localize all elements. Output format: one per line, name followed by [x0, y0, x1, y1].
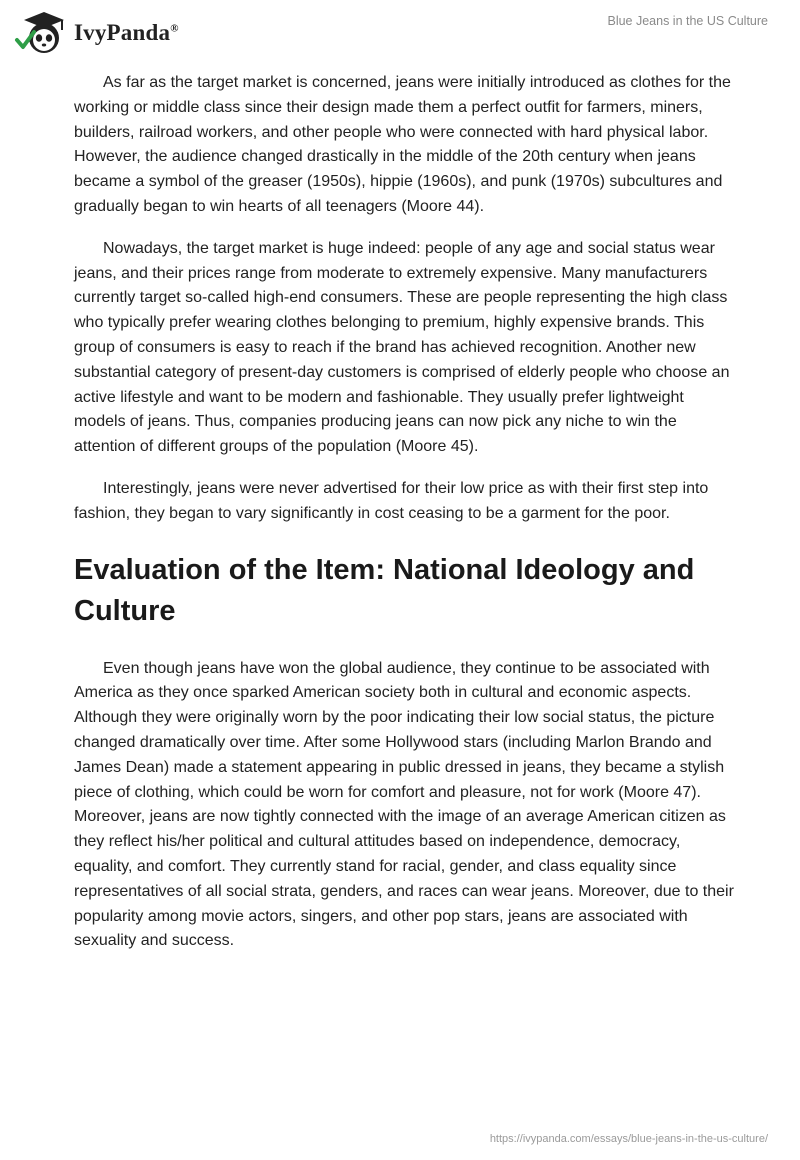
section-heading: Evaluation of the Item: National Ideology and Culture [74, 553, 695, 627]
logo-text: IvyPanda® [74, 20, 179, 45]
ivypanda-logo[interactable] [14, 10, 179, 56]
paragraph-target-market-today: Nowadays, the target market is huge indeed: people of any age and social status wear jeans, and their prices range from moderate to extremely expensive. Many manufacturers currently target so-called high-end consumers. These are people representing the high class who typically prefer wearing clothes belonging to premium, highly expensive brands. This group of consumers is easy to reach if the brand has achieved recognition. Another new substantial category of present-day customers is comprised of elderly people who choose an active lifestyle and want to be modern and fashionable. They usually prefer lightweight models of jeans. Thus, companies producing jeans can now pick any niche to win the attention of different groups of the population (Moore 45). [74, 239, 730, 456]
essay-body [74, 71, 734, 971]
page-header [0, 0, 800, 60]
document-title: Blue Jeans in the US Culture [607, 14, 768, 28]
paragraph-national-ideology: Even though jeans have won the global audience, they continue to be associated with America as they once sparked American society both in cultural and economic aspects. Although they were originally worn by the poor indicating their low social status, the picture changed dramatically over time. After some Hollywood stars (including Marlon Brando and James Dean) made a statement appearing in public dressed in jeans, they became a stylish piece of clothing, which could be worn for comfort and pleasure, not for work (Moore 47). Moreover, jeans are now tightly connected with the image of an average American citizen as they reflect his/her political and cultural attitudes based on independence, democracy, equality, and comfort. They currently stand for racial, gender, and class equality since representatives of all social strata, genders, and races can wear jeans. Moreover, due to their popularity among movie actors, singers, and other pop stars, jeans are associated with sexuality and success. [74, 659, 734, 950]
panda-graduate-icon [14, 10, 68, 56]
paragraph-price: Interestingly, jeans were never advertised for their low price as with their first step into fashion, they began to vary significantly in cost ceasing to be a garment for the poor. [74, 479, 709, 522]
paragraph-target-market-history: As far as the target market is concerned, jeans were initially introduced as clothes for the working or middle class since their design made them a perfect outfit for farmers, miners, builders, railroad workers, and other people who were connected with hard physical labor. However, the audience changed drastically in the middle of the 20th century when jeans became a symbol of the greaser (1950s), hippie (1960s), and punk (1970s) subcultures and gradually began to win hearts of all teenagers (Moore 44). [74, 74, 731, 215]
source-url[interactable]: https://ivypanda.com/essays/blue-jeans-in-the-us-culture/ [489, 1133, 768, 1145]
